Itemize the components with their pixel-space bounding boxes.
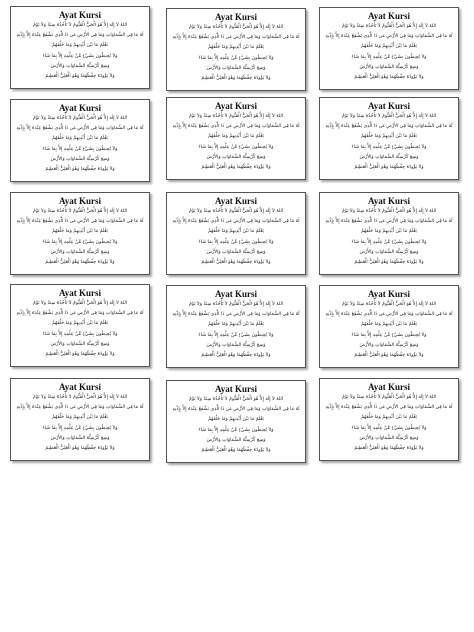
verse-line: لَهُ مَا فِي السَّمَاوَاتِ وَمَا فِي الأَرْضِ مَن ذَا الَّذِي يَشْفَعُ عِنْدَهُ إِلاَّ بِإِذْنِهِ [172,407,300,413]
verse-line: وَلاَ يَؤُودُهُ حِفْظُهُمَا وَهُوَ الْعَلِيُّ الْعَظِيمُ [354,353,424,359]
verse-line: لَهُ مَا فِي السَّمَاوَاتِ وَمَا فِي الأَرْضِ مَن ذَا الَّذِي يَشْفَعُ عِنْدَهُ إِلاَّ بِإِذْنِهِ [172,124,300,130]
verse-line: يَعْلَمُ مَا بَيْنَ أَيْدِيهِمْ وَمَا خَلْفَهُمْ [52,415,108,421]
verse-line: وَلاَ يُحِيطُونَ بِشَيْءٍ مِّنْ عِلْمِهِ إِلاَّ بِمَا شَاءَ [351,144,427,150]
verse-line: وَلاَ يَؤُودُهُ حِفْظُهُمَا وَهُوَ الْعَلِيُّ الْعَظِيمُ [354,260,424,266]
verse-line: وَلاَ يَؤُودُهُ حِفْظُهُمَا وَهُوَ الْعَلِيُّ الْعَظِيمُ [354,75,424,81]
verse-line: اللهُ لاَ إِلَهَ إِلاَّ هُوَ الْحَيُّ الْقَيُّومُ لاَ تَأْخُذُهُ سِنَةٌ وَلاَ نَوْمٌ [32,23,128,28]
verse-line: وَسِعَ كُرْسِيُّهُ السَّمَاوَاتِ وَالأَرْضَ [50,63,110,69]
verse-line: يَعْلَمُ مَا بَيْنَ أَيْدِيهِمْ وَمَا خَلْفَهُمْ [208,229,264,235]
verse-line: يَعْلَمُ مَا بَيْنَ أَيْدِيهِمْ وَمَا خَلْفَهُمْ [361,229,417,235]
verse-line: وَلاَ يَؤُودُهُ حِفْظُهُمَا وَهُوَ الْعَلِيُّ الْعَظِيمُ [45,260,115,266]
verse-line: وَلاَ يُحِيطُونَ بِشَيْءٍ مِّنْ عِلْمِهِ إِلاَّ بِمَا شَاءَ [351,425,427,431]
verse-line: وَلاَ يُحِيطُونَ بِشَيْءٍ مِّنْ عِلْمِهِ إِلاَّ بِمَا شَاءَ [42,146,118,152]
verse-line: وَسِعَ كُرْسِيُّهُ السَّمَاوَاتِ وَالأَرْضَ [50,249,110,255]
verse-line: وَسِعَ كُرْسِيُّهُ السَّمَاوَاتِ وَالأَرْضَ [50,156,110,162]
card-title: Ayat Kursi [367,382,411,392]
verse-line: وَلاَ يُحِيطُونَ بِشَيْءٍ مِّنْ عِلْمِهِ إِلاَّ بِمَا شَاءَ [198,239,274,245]
verse-line: يَعْلَمُ مَا بَيْنَ أَيْدِيهِمْ وَمَا خَلْفَهُمْ [208,134,264,140]
verse-line: وَلاَ يَؤُودُهُ حِفْظُهُمَا وَهُوَ الْعَلِيُّ الْعَظِيمُ [201,260,271,266]
verse-line: لَهُ مَا فِي السَّمَاوَاتِ وَمَا فِي الأَرْضِ مَن ذَا الَّذِي يَشْفَعُ عِنْدَهُ إِلاَّ بِإِذْنِهِ [16,219,144,225]
verse-line: وَسِعَ كُرْسِيُّهُ السَّمَاوَاتِ وَالأَرْضَ [206,154,266,160]
verse-line: وَسِعَ كُرْسِيُّهُ السَّمَاوَاتِ وَالأَرْضَ [359,435,419,441]
verse-line: لَهُ مَا فِي السَّمَاوَاتِ وَمَا فِي الأَرْضِ مَن ذَا الَّذِي يَشْفَعُ عِنْدَهُ إِلاَّ بِإِذْنِهِ [325,405,453,411]
card-3 [319,7,459,90]
verse-line: لَهُ مَا فِي السَّمَاوَاتِ وَمَا فِي الأَرْضِ مَن ذَا الَّذِي يَشْفَعُ عِنْدَهُ إِلاَّ بِإِذْنِهِ [16,311,144,317]
verse-line: وَلاَ يَؤُودُهُ حِفْظُهُمَا وَهُوَ الْعَلِيُّ الْعَظِيمُ [201,165,271,171]
verse-line: يَعْلَمُ مَا بَيْنَ أَيْدِيهِمْ وَمَا خَلْفَهُمْ [361,322,417,328]
verse-line: يَعْلَمُ مَا بَيْنَ أَيْدِيهِمْ وَمَا خَلْفَهُمْ [52,43,108,49]
verse-line: اللهُ لاَ إِلَهَ إِلاَّ هُوَ الْحَيُّ الْقَيُّومُ لاَ تَأْخُذُهُ سِنَةٌ وَلاَ نَوْمٌ [188,114,284,119]
verse-line: لَهُ مَا فِي السَّمَاوَاتِ وَمَا فِي الأَرْضِ مَن ذَا الَّذِي يَشْفَعُ عِنْدَهُ إِلاَّ بِإِذْنِهِ [172,312,300,318]
verse-line: يَعْلَمُ مَا بَيْنَ أَيْدِيهِمْ وَمَا خَلْفَهُمْ [208,417,264,423]
card-title: Ayat Kursi [367,196,411,206]
verse-line: لَهُ مَا فِي السَّمَاوَاتِ وَمَا فِي الأَرْضِ مَن ذَا الَّذِي يَشْفَعُ عِنْدَهُ إِلاَّ بِإِذْنِهِ [16,126,144,132]
verse-line: وَسِعَ كُرْسِيُّهُ السَّمَاوَاتِ وَالأَرْضَ [359,342,419,348]
verse-line: وَلاَ يُحِيطُونَ بِشَيْءٍ مِّنْ عِلْمِهِ إِلاَّ بِمَا شَاءَ [42,53,118,59]
card-title: Ayat Kursi [367,11,411,21]
card-title: Ayat Kursi [58,103,102,113]
verse-line: اللهُ لاَ إِلَهَ إِلاَّ هُوَ الْحَيُّ الْقَيُّومُ لاَ تَأْخُذُهُ سِنَةٌ وَلاَ نَوْمٌ [188,302,284,307]
verse-line: اللهُ لاَ إِلَهَ إِلاَّ هُوَ الْحَيُّ الْقَيُّومُ لاَ تَأْخُذُهُ سِنَةٌ وَلاَ نَوْمٌ [32,116,128,121]
verse-line: وَلاَ يُحِيطُونَ بِشَيْءٍ مِّنْ عِلْمِهِ إِلاَّ بِمَا شَاءَ [42,239,118,245]
verse-line: وَلاَ يُحِيطُونَ بِشَيْءٍ مِّنْ عِلْمِهِ إِلاَّ بِمَا شَاءَ [198,144,274,150]
verse-line: وَلاَ يَؤُودُهُ حِفْظُهُمَا وَهُوَ الْعَلِيُّ الْعَظِيمُ [354,446,424,452]
verse-line: وَلاَ يَؤُودُهُ حِفْظُهُمَا وَهُوَ الْعَلِيُّ الْعَظِيمُ [45,446,115,452]
verse-line: يَعْلَمُ مَا بَيْنَ أَيْدِيهِمْ وَمَا خَلْفَهُمْ [208,45,264,51]
verse-line: وَسِعَ كُرْسِيُّهُ السَّمَاوَاتِ وَالأَرْضَ [50,435,110,441]
card-title: Ayat Kursi [214,101,258,111]
verse-line: وَسِعَ كُرْسِيُّهُ السَّمَاوَاتِ وَالأَرْضَ [50,341,110,347]
card-1 [10,6,150,89]
verse-line: لَهُ مَا فِي السَّمَاوَاتِ وَمَا فِي الأَرْضِ مَن ذَا الَّذِي يَشْفَعُ عِنْدَهُ إِلاَّ بِإِذْنِهِ [325,124,453,130]
verse-line: وَلاَ يُحِيطُونَ بِشَيْءٍ مِّنْ عِلْمِهِ إِلاَّ بِمَا شَاءَ [351,239,427,245]
card-4 [10,99,150,182]
card-11 [166,285,306,368]
card-2 [166,8,306,91]
verse-line: لَهُ مَا فِي السَّمَاوَاتِ وَمَا فِي الأَرْضِ مَن ذَا الَّذِي يَشْفَعُ عِنْدَهُ إِلاَّ بِإِذْنِهِ [325,34,453,40]
verse-line: وَسِعَ كُرْسِيُّهُ السَّمَاوَاتِ وَالأَرْضَ [206,249,266,255]
card-5 [166,97,306,180]
verse-line: يَعْلَمُ مَا بَيْنَ أَيْدِيهِمْ وَمَا خَلْفَهُمْ [52,321,108,327]
verse-line: لَهُ مَا فِي السَّمَاوَاتِ وَمَا فِي الأَرْضِ مَن ذَا الَّذِي يَشْفَعُ عِنْدَهُ إِلاَّ بِإِذْنِهِ [325,219,453,225]
card-12 [319,285,459,368]
verse-line: اللهُ لاَ إِلَهَ إِلاَّ هُوَ الْحَيُّ الْقَيُّومُ لاَ تَأْخُذُهُ سِنَةٌ وَلاَ نَوْمٌ [341,114,437,119]
verse-line: وَلاَ يُحِيطُونَ بِشَيْءٍ مِّنْ عِلْمِهِ إِلاَّ بِمَا شَاءَ [351,332,427,338]
verse-line: يَعْلَمُ مَا بَيْنَ أَيْدِيهِمْ وَمَا خَلْفَهُمْ [361,415,417,421]
card-title: Ayat Kursi [58,196,102,206]
card-9 [319,192,459,275]
verse-line: اللهُ لاَ إِلَهَ إِلاَّ هُوَ الْحَيُّ الْقَيُّومُ لاَ تَأْخُذُهُ سِنَةٌ وَلاَ نَوْمٌ [188,25,284,30]
verse-line: اللهُ لاَ إِلَهَ إِلاَّ هُوَ الْحَيُّ الْقَيُّومُ لاَ تَأْخُذُهُ سِنَةٌ وَلاَ نَوْمٌ [341,302,437,307]
card-title: Ayat Kursi [58,382,102,392]
verse-line: لَهُ مَا فِي السَّمَاوَاتِ وَمَا فِي الأَرْضِ مَن ذَا الَّذِي يَشْفَعُ عِنْدَهُ إِلاَّ بِإِذْنِهِ [172,219,300,225]
verse-line: يَعْلَمُ مَا بَيْنَ أَيْدِيهِمْ وَمَا خَلْفَهُمْ [361,134,417,140]
verse-line: لَهُ مَا فِي السَّمَاوَاتِ وَمَا فِي الأَرْضِ مَن ذَا الَّذِي يَشْفَعُ عِنْدَهُ إِلاَّ بِإِذْنِهِ [325,312,453,318]
verse-line: وَسِعَ كُرْسِيُّهُ السَّمَاوَاتِ وَالأَرْضَ [206,65,266,71]
verse-line: اللهُ لاَ إِلَهَ إِلاَّ هُوَ الْحَيُّ الْقَيُّومُ لاَ تَأْخُذُهُ سِنَةٌ وَلاَ نَوْمٌ [32,301,128,306]
card-title: Ayat Kursi [214,384,258,394]
verse-line: يَعْلَمُ مَا بَيْنَ أَيْدِيهِمْ وَمَا خَلْفَهُمْ [361,44,417,50]
verse-line: وَلاَ يُحِيطُونَ بِشَيْءٍ مِّنْ عِلْمِهِ إِلاَّ بِمَا شَاءَ [198,427,274,433]
verse-line: اللهُ لاَ إِلَهَ إِلاَّ هُوَ الْحَيُّ الْقَيُّومُ لاَ تَأْخُذُهُ سِنَةٌ وَلاَ نَوْمٌ [32,209,128,214]
card-13 [10,378,150,461]
verse-line: وَسِعَ كُرْسِيُّهُ السَّمَاوَاتِ وَالأَرْضَ [206,437,266,443]
verse-line: يَعْلَمُ مَا بَيْنَ أَيْدِيهِمْ وَمَا خَلْفَهُمْ [208,322,264,328]
verse-line: اللهُ لاَ إِلَهَ إِلاَّ هُوَ الْحَيُّ الْقَيُّومُ لاَ تَأْخُذُهُ سِنَةٌ وَلاَ نَوْمٌ [188,397,284,402]
verse-line: اللهُ لاَ إِلَهَ إِلاَّ هُوَ الْحَيُّ الْقَيُّومُ لاَ تَأْخُذُهُ سِنَةٌ وَلاَ نَوْمٌ [32,395,128,400]
verse-line: يَعْلَمُ مَا بَيْنَ أَيْدِيهِمْ وَمَا خَلْفَهُمْ [52,229,108,235]
card-title: Ayat Kursi [214,12,258,22]
card-title: Ayat Kursi [214,289,258,299]
card-title: Ayat Kursi [214,196,258,206]
verse-line: وَلاَ يَؤُودُهُ حِفْظُهُمَا وَهُوَ الْعَلِيُّ الْعَظِيمُ [45,352,115,358]
verse-line: لَهُ مَا فِي السَّمَاوَاتِ وَمَا فِي الأَرْضِ مَن ذَا الَّذِي يَشْفَعُ عِنْدَهُ إِلاَّ بِإِذْنِهِ [172,35,300,41]
verse-line: اللهُ لاَ إِلَهَ إِلاَّ هُوَ الْحَيُّ الْقَيُّومُ لاَ تَأْخُذُهُ سِنَةٌ وَلاَ نَوْمٌ [341,24,437,29]
verse-line: اللهُ لاَ إِلَهَ إِلاَّ هُوَ الْحَيُّ الْقَيُّومُ لاَ تَأْخُذُهُ سِنَةٌ وَلاَ نَوْمٌ [341,209,437,214]
card-title: Ayat Kursi [58,288,102,298]
verse-line: وَلاَ يَؤُودُهُ حِفْظُهُمَا وَهُوَ الْعَلِيُّ الْعَظِيمُ [201,353,271,359]
verse-line: وَلاَ يُحِيطُونَ بِشَيْءٍ مِّنْ عِلْمِهِ إِلاَّ بِمَا شَاءَ [42,331,118,337]
verse-line: يَعْلَمُ مَا بَيْنَ أَيْدِيهِمْ وَمَا خَلْفَهُمْ [52,136,108,142]
verse-line: وَسِعَ كُرْسِيُّهُ السَّمَاوَاتِ وَالأَرْضَ [359,249,419,255]
card-10 [10,284,150,367]
card-title: Ayat Kursi [367,101,411,111]
verse-line: لَهُ مَا فِي السَّمَاوَاتِ وَمَا فِي الأَرْضِ مَن ذَا الَّذِي يَشْفَعُ عِنْدَهُ إِلاَّ بِإِذْنِهِ [16,33,144,39]
verse-line: وَلاَ يَؤُودُهُ حِفْظُهُمَا وَهُوَ الْعَلِيُّ الْعَظِيمُ [354,165,424,171]
verse-line: لَهُ مَا فِي السَّمَاوَاتِ وَمَا فِي الأَرْضِ مَن ذَا الَّذِي يَشْفَعُ عِنْدَهُ إِلاَّ بِإِذْنِهِ [16,405,144,411]
verse-line: اللهُ لاَ إِلَهَ إِلاَّ هُوَ الْحَيُّ الْقَيُّومُ لاَ تَأْخُذُهُ سِنَةٌ وَلاَ نَوْمٌ [341,395,437,400]
verse-line: وَسِعَ كُرْسِيُّهُ السَّمَاوَاتِ وَالأَرْضَ [359,154,419,160]
card-6 [319,97,459,180]
card-title: Ayat Kursi [367,289,411,299]
card-title: Ayat Kursi [58,10,102,20]
verse-line: وَلاَ يَؤُودُهُ حِفْظُهُمَا وَهُوَ الْعَلِيُّ الْعَظِيمُ [45,167,115,173]
card-15 [319,378,459,461]
verse-line: اللهُ لاَ إِلَهَ إِلاَّ هُوَ الْحَيُّ الْقَيُّومُ لاَ تَأْخُذُهُ سِنَةٌ وَلاَ نَوْمٌ [188,209,284,214]
verse-line: وَسِعَ كُرْسِيُّهُ السَّمَاوَاتِ وَالأَرْضَ [206,342,266,348]
verse-line: وَلاَ يُحِيطُونَ بِشَيْءٍ مِّنْ عِلْمِهِ إِلاَّ بِمَا شَاءَ [198,332,274,338]
verse-line: وَسِعَ كُرْسِيُّهُ السَّمَاوَاتِ وَالأَرْضَ [359,64,419,70]
verse-line: وَلاَ يَؤُودُهُ حِفْظُهُمَا وَهُوَ الْعَلِيُّ الْعَظِيمُ [201,448,271,454]
card-7 [10,192,150,275]
verse-line: وَلاَ يَؤُودُهُ حِفْظُهُمَا وَهُوَ الْعَلِيُّ الْعَظِيمُ [201,76,271,82]
verse-line: وَلاَ يُحِيطُونَ بِشَيْءٍ مِّنْ عِلْمِهِ إِلاَّ بِمَا شَاءَ [42,425,118,431]
verse-line: وَلاَ يَؤُودُهُ حِفْظُهُمَا وَهُوَ الْعَلِيُّ الْعَظِيمُ [45,74,115,80]
verse-line: وَلاَ يُحِيطُونَ بِشَيْءٍ مِّنْ عِلْمِهِ إِلاَّ بِمَا شَاءَ [351,54,427,60]
card-14 [166,380,306,463]
verse-line: وَلاَ يُحِيطُونَ بِشَيْءٍ مِّنْ عِلْمِهِ إِلاَّ بِمَا شَاءَ [198,55,274,61]
card-8 [166,192,306,275]
